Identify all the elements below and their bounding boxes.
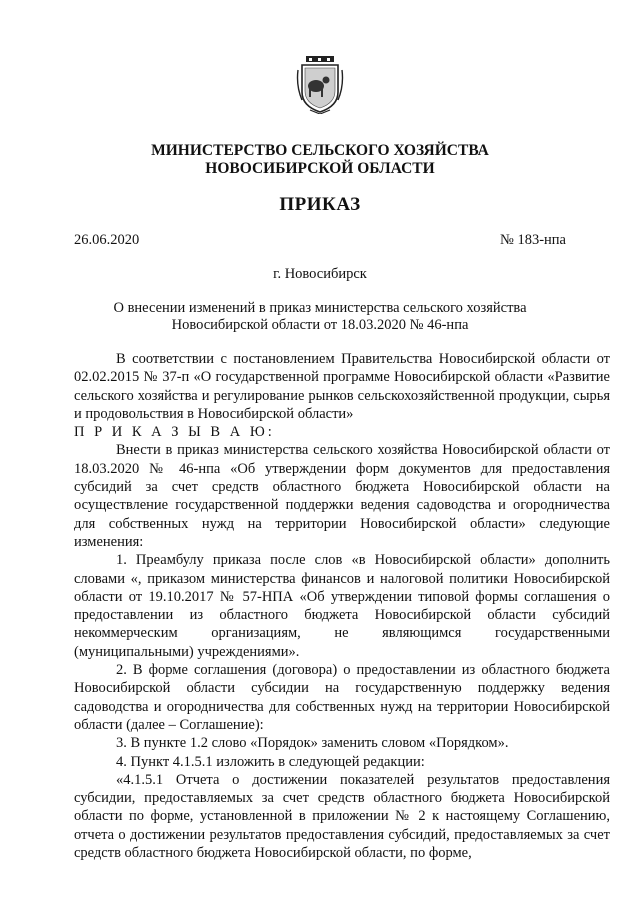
document-number: № 183-нпа	[500, 232, 566, 248]
ministry-line-2: НОВОСИБИРСКОЙ ОБЛАСТИ	[205, 159, 435, 177]
ministry-line-1: МИНИСТЕРСТВО СЕЛЬСКОГО ХОЗЯЙСТВА	[151, 142, 489, 159]
item-2-paragraph: 2. В форме соглашения (договора) о предоставлении из областного бюджета Новосибирской области субсидии на государственную поддержку ведения садоводства и огородничества для собственных нужд на территории Новосибирской области (далее – Соглашение):	[74, 662, 610, 733]
novosibirsk-coat-of-arms-icon	[296, 56, 344, 114]
subject-line-1: О внесении изменений в приказ министерства сельского хозяйства	[113, 300, 527, 316]
item-4151-paragraph: «4.1.5.1 Отчета о достижении показателей результатов предоставления субсидии, предоставляемых за счет средств областного бюджета Новосибирской области по форме, установленной в приложении № 2 к настоящему Соглашению, отчета о достижении результатов предоставления субсидий, предоставляемых за счет средств областного бюджета Новосибирской области, по форме,	[74, 771, 610, 862]
item-3-paragraph: 3. В пункте 1.2 слово «Порядок» заменить словом «Порядком».	[116, 735, 509, 752]
item-4-paragraph: 4. Пункт 4.1.5.1 изложить в следующей редакции:	[116, 753, 425, 770]
item-1-paragraph: 1. Преамбулу приказа после слов «в Новосибирской области» дополнить словами «, приказом министерства финансов и налоговой политики Новосибирской области от 19.10.2017 № 57-НПА «Об утверждении типовой формы соглашения о предоставлении из областного бюджета Новосибирской области субсидий некоммерческим организациям, не являющимся государственными (муниципальными) учреждениями».	[74, 552, 610, 660]
document-body	[74, 350, 610, 862]
document-city: г. Новосибирск	[273, 266, 367, 282]
preamble-paragraph: В соответствии с постановлением Правительства Новосибирской области от 02.02.2015 № 37-п «О государственной программе Новосибирской области «Развитие сельского хозяйства и регулирование рынков сельскохозяйственной продукции, сырья и продовольствия в Новосибирской области»	[74, 351, 610, 422]
document-type: ПРИКАЗ	[279, 194, 361, 215]
ministry-name	[0, 142, 640, 177]
order-intro-paragraph: Внести в приказ министерства сельского хозяйства Новосибирской области от 18.03.2020 № 46-нпа «Об утверждении форм документов для предоставления субсидий за счет средств областного бюджета Новосибирской области на осуществление государственной поддержки ведения садоводства и огородничества для собственных нужд на территории Новосибирской области» следующие изменения:	[74, 442, 610, 550]
document-date: 26.06.2020	[74, 232, 140, 248]
subject-line-2: Новосибирской области от 18.03.2020 № 46-нпа	[171, 317, 469, 333]
order-keyword: П Р И К А З Ы В А Ю:	[74, 424, 275, 441]
document-subject	[0, 300, 640, 334]
